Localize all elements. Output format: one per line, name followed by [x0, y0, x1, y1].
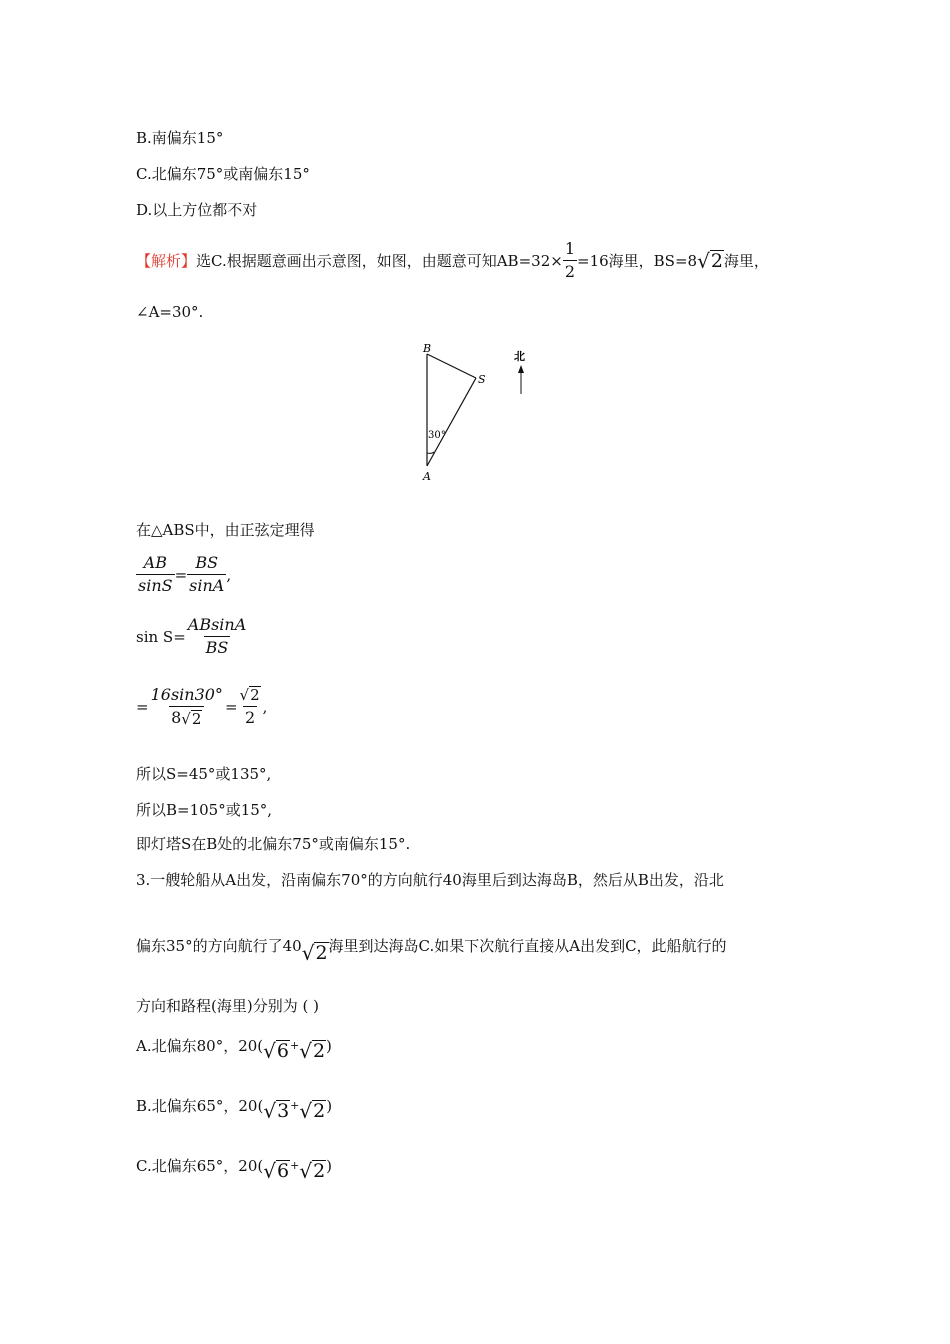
analysis-text-2: =16海里，BS=8: [577, 251, 698, 270]
fraction-16sin30: 16sin30° 8 √ 2: [150, 685, 223, 728]
angle-label: 30°: [428, 430, 446, 441]
option-b: B.南偏东15°: [136, 129, 224, 147]
result-s: 所以S=45°或135°,: [136, 765, 272, 783]
option-3a: A.北偏东80°，20( √ 6 + √ 2 ): [136, 1037, 332, 1063]
conclusion: 即灯塔S在B处的北偏东75°或南偏东15°.: [136, 835, 411, 853]
analysis-text-1: 选C.根据题意画出示意图，如图，由题意可知AB=32×: [196, 251, 563, 270]
question3-line3: 方向和路程(海里)分别为 ( ): [136, 997, 319, 1015]
option-d: D.以上方位都不对: [136, 201, 258, 219]
question3-line1: 3.一艘轮船从A出发，沿南偏东70°的方向航行40海里后到达海岛B，然后从B出发，沿北: [136, 871, 724, 889]
question3-line2: 偏东35°的方向航行了40 √ 2 海里到达海岛C.如果下次航行直接从A出发到C，此船航行的: [136, 936, 727, 965]
triangle-figure: [410, 338, 540, 488]
analysis-line: [136, 240, 769, 281]
fraction-absina-bs: $\frac{ABsinA}{BS}$: [187, 615, 247, 657]
label-s: S: [478, 373, 486, 386]
fraction-root2-over-2: √ 2 2: [239, 686, 260, 727]
fraction-bs-sina: $\frac{BS}{\sin A}$: [189, 553, 225, 595]
sin-s-value: = 16sin30° 8 √ 2 = √ 2 2 ,: [136, 685, 268, 728]
analysis-text-3: 海里，: [723, 251, 769, 270]
side-as: [427, 378, 476, 466]
sine-law: $\frac{AB}{\sin S}$ = $\frac{BS}{\sin A}$ ,: [138, 553, 232, 595]
north-arrow-icon: [518, 365, 524, 373]
angle-line: ∠A=30°.: [136, 303, 204, 321]
label-a: A: [423, 470, 431, 483]
result-b: 所以B=105°或15°,: [136, 801, 273, 819]
fraction-ab-sins: $\frac{AB}{\sin S}$: [138, 553, 173, 595]
solution-intro: 在△ABS中，由正弦定理得: [136, 521, 315, 539]
side-bs: [427, 354, 476, 378]
label-b: B: [423, 342, 432, 355]
angle-arc: [427, 452, 434, 453]
north-label: 北: [514, 350, 525, 363]
half-denominator: 2: [564, 262, 575, 281]
half-numerator: 1: [564, 239, 575, 258]
option-3b: B.北偏东65°，20( √ 3 + √ 2 ): [136, 1097, 333, 1123]
analysis-tag: 【解析】: [136, 251, 197, 270]
option-c: C.北偏东75°或南偏东15°: [136, 165, 310, 183]
half-fraction: [563, 240, 577, 281]
sqrt-two: √ 2: [697, 249, 723, 273]
option-3c: C.北偏东65°，20( √ 6 + √ 2 ): [136, 1157, 333, 1183]
sin-s-formula: sin S= $\frac{ABsinA}{BS}$: [136, 615, 247, 657]
sqrt-two-q3: √ 2: [301, 941, 328, 965]
